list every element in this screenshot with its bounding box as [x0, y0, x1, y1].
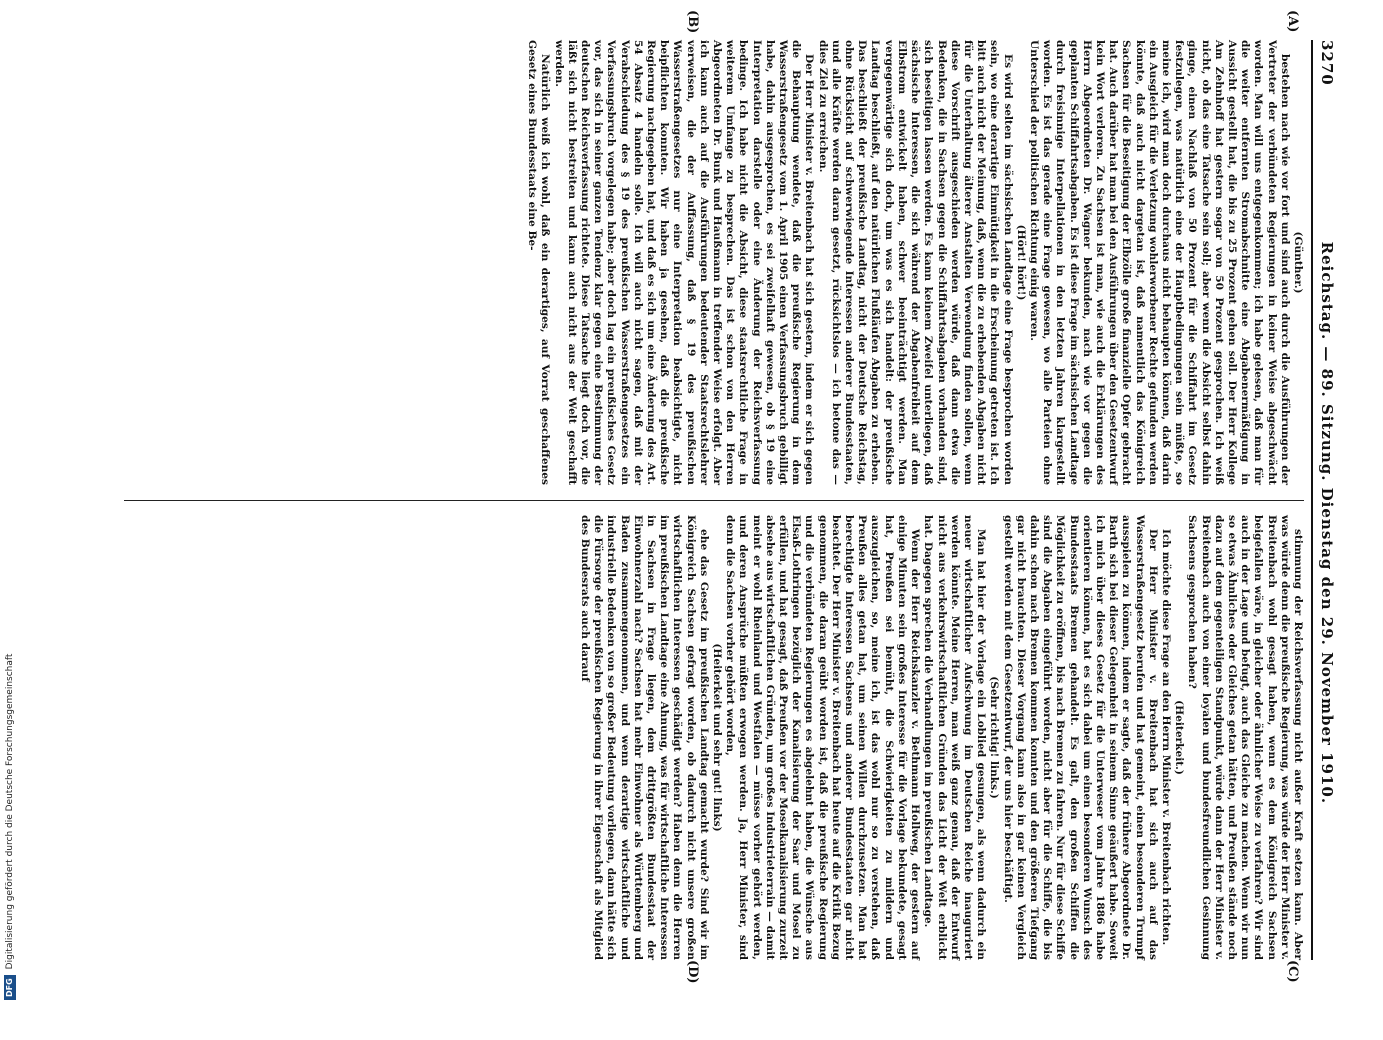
- interjection: (Sehr richtig! links.): [988, 676, 1001, 799]
- paragraph: Natürlich weiß ich wohl, daß ein derartiges, auf Vorrat geschaffenes Gesetz eines Bundesstaats eine Be-: [526, 40, 552, 485]
- paragraph: bestehen nach wie vor fort und sind auch durch die Ausführungen der Vertreter der verbündeten Regierungen in keiner Weise abgeschwächt worden. Man will uns entgegenkommen; ich habe gelesen, daß man für die weiter entfernten Stromabschnitte eine Abgabenermäßigung in Aussicht gestellt hat, die bis zu 25 Prozent gehen soll. Der Herr Kollege Am Zehnhoff hat gestern sogar von 50 Prozent gesprochen. Ich weiß nicht, ob das eine Tatsache sein soll; aber wenn die Absicht selbst dahin ginge, einen Nachlaß von 50 Prozent für die Schiffahrt im Gesetz festzulegen, was natürlich eine der Hauptbedingungen sein müßte, so meine ich, wird man doch durchaus nicht behaupten können, daß darin ein Ausgleich für die Verletzung wohlerworbener Rechte gefunden werden könnte, daß auch nicht dargetan ist, daß namentlich das Königreich Sachsen für die Beseitigung der Elbzölle große finanzielle Opfer gebracht hat. Auch darüber hat man bei den Ausführungen über den Gesetzentwurf kein Wort verloren. Zu Sachsen ist man, wie auch die Erklärungen des Herrn Abgeordneten Dr. Wagner bekunden, nach wie vor gegen die geplanten Schiffahrtsabgaben. Es ist diese Frage im sächsischen Landtage durch freisinnige Interpellationen in den letzten Jahren klargestellt worden. Es ist das gerade eine Frage gewesen, wo alle Parteien ohne Unterschied der politischen Richtung einig waren.: [1027, 40, 1291, 485]
- interjection: (Hört! hört!): [1014, 224, 1027, 301]
- dfg-logo: DFG: [4, 975, 16, 1000]
- page-number: 3270: [1318, 40, 1336, 86]
- digitization-text: Digitalisierung gefördert durch die Deutsche Forschungsgemeinschaft: [5, 653, 15, 970]
- page-header: [1314, 40, 1340, 960]
- interjection: (Heiterkeit.): [1173, 700, 1186, 775]
- digitization-note: [2, 0, 18, 1000]
- margin-letter-b: (B): [685, 10, 700, 34]
- paragraph: Man hat hier der Vorlage ein Loblied gesungen, als wenn dadurch ein neuer wirtschaftlicher Aufschwung im Deutschen Reiche inauguriert werden könnte. Meine Herren, man weiß ganz genau, daß der Entwurf nicht aus verkehrswirtschaftlichen Gründen das Licht der Welt erblickt hat. Dagegen sprechen die Verhandlungen im preußischen Landtage.: [922, 515, 988, 960]
- column-divider: [124, 500, 1304, 501]
- margin-letter-a: (A): [1285, 10, 1300, 33]
- header-rule: [1311, 40, 1313, 960]
- left-column: [525, 40, 1304, 485]
- page-title: Reichstag. — 89. Sitzung. Dienstag den 29. November 1910.: [1318, 241, 1336, 805]
- paragraph: Der Herr Minister v. Breitenbach hat sich auch auf das Wasserstraßengesetz berufen und hat gemeint, einen besonderen Trumpf ausspielen zu können, indem er sagte, daß der frühere Abgeordnete Dr. Barth sich bei dieser Gelegenheit in seinem Sinne geäußert habe. Soweit ich mich über dieses Gesetz für die Unterweser vom Jahre 1886 habe orientieren können, hat es sich dabei um einen besonderen Wunsch des Bundesstaats Bremen gehandelt. Es galt, den großen Schiffen die Möglichkeit zu eröffnen, bis nach Bremen zu fahren. Nur für diese Schiffe sind die Abgaben eingeführt worden, nicht aber für die Schiffe, die bis dahin schon nach Bremen kommen konnten und den größeren Tiefgang gar nicht brauchten. Dieser Vorgang kann also in gar keinen Vergleich gestellt werden mit dem Gesetzentwurf, der uns hier beschäftigt.: [1001, 515, 1159, 960]
- rotated-document-page: [40, 10, 1340, 1040]
- interjection: (Heiterkeit und sehr gut! links): [711, 643, 724, 832]
- paragraph: Ich möchte diese Frage an den Herrn Minister v. Breitenbach richten.: [1159, 529, 1172, 946]
- paragraph: Es wird selten im sächsischen Landtage eine Frage besprochen worden sein, wo eine derartige Einmütigkeit in die Erscheinung getreten ist. Ich bitt auch nicht der Meinung, daß, wenn die zu erhebenden Abgaben nicht für die Unterhaltung älterer Anstalten Verwendung finden sollen, wenn diese Vorschrift ausgeschieden werden würde, daß dann etwa die Bedenken, die in Sachsen gegen die Schiffahrtsabgaben vorhanden sind, sich beseitigen lassen werden. Es kann keinem Zweifel unterliegen, daß sächsische Interessen, die sich während der Abgabenfreiheit auf dem Elbstrom entwickelt haben, schwer beeinträchtigt werden. Man vergegenwärtige sich doch, um was es sich handelt: der preußische Landtag beschließt, auf den natürlichen Flußläufen Abgaben zu erheben. Das beschließt der preußische Landtag, nicht der Deutsche Reichstag, ohne Rücksicht auf schwerwiegende Interessen anderer Bundesstaaten, und alle Kräfte werden daran gesetzt, rücksichtslos — ich betone das — dies Ziel zu erreichen.: [816, 40, 1014, 485]
- paragraph: Der Herr Minister v. Breitenbach hat sich gestern, indem er sich gegen die Behauptung wendete, daß die preußische Regierung in dem Wasserstraßengesetz vom 1. April 1905 einen Verfassungsbruch gebilligt habe, dahin ausgesprochen, es sei zweifelhaft gewesen, ob § 19 eine Interpretation darstelle oder eine Änderung der Reichsverfassung bedinge. Ich habe nicht die Absicht, diese staatsrechtliche Frage in weiterem Umfange zu besprechen. Das ist schon von den Herren Abgeordneten Dr. Bunk und Haußmann in treffender Weise erfolgt. Aber ich kann auch auf die Ausführungen bedeutender Staatsrechtslehrer verweisen, die der Auffassung, daß § 19 des preußischen Wasserstraßengesetzes nur eine Interpretation beabsichtigte, nicht beipflichten konnten. Wir haben ja gesehen, daß die preußische Regierung nachgegeben hat, und daß es sich um eine Änderung des Art. 54 Absatz 4 handeln solle. Ich will auch nicht sagen, daß mit der Verabschiedung des § 19 des preußischen Wasserstraßengesetzes ein Verfassungsbruch vorgelegen habe; aber doch lag ein preußisches Gesetz vor, das sich in seiner ganzen Tendenz klar gegen eine Bestimmung der deutschen Reichsverfassung richtete. Diese Tatsache liegt doch vor, die läßt sich nicht bestreiten und kann auch nicht aus der Welt geschafft werden.: [552, 40, 816, 485]
- paragraph: stimmung der Reichsverfassung nicht außer Kraft setzen kann. Aber was würde denn die preußische Regierung, was würde der Herr Minister v. Breitenbach wohl gesagt haben, wenn es dem Königreich Sachsen beigefallen wäre, in gleicher oder ähnlicher Weise zu verfahren? Wir sind auch in der Lage und befugt, auch das Gleiche zu machen. Wenn wir nun so etwas Ähnliches oder Gleiches getan hätten, und Preußen stände noch dazu auf dem gegenteiligen Standpunkt, würde dann der Herr Minister v. Breitenbach auch von einer loyalen und bundesfreundlichen Gesinnung Sachsens gesprochen haben?: [1186, 515, 1304, 960]
- paragraph: Wenn der Herr Reichskanzler v. Bethmann Hollweg, der gestern auf einige Minuten sein großes Interesse für die Vorlage bekundete, gesagt hat, Preußen sei bemüht, die Schwierigkeiten zu mildern und auszugleichen, so, meine ich, ist das wohl nur so zu verstehen, daß Preußen alles getan hat, um seinen Willen durchzusetzen. Man hat berechtigte Interessen Sachsens und anderer Bundesstaaten gar nicht beachtet. Der Herr Minister v. Breitenbach hat heute auf die Kritik Bezug genommen, die daran geübt worden ist, daß die preußische Regierung und die verbündeten Regierungen es abgelehnt haben, die Wünsche aus Elsaß-Lothringen bezüglich der Kanalisierung der Saar und Mosel zu erfüllen, und hat gesagt, daß Preußen vor der Moselkanalisierung zurzeit absehe aus wirtschaftlichen Gründen, um großes Industrieterrain — damit meint er wohl Rheinland und Westfalen — müsse vorher gehört werden, und deren Ansprüche müßten erwogen werden. Ja, Herr Minister, sind denn die Sachsen vorher gehört worden,: [724, 515, 922, 960]
- margin-letter-c: (C): [1285, 960, 1300, 983]
- right-column: [578, 515, 1304, 960]
- paragraph: ehe das Gesetz im preußischen Landtag gemacht wurde? Sind wir im Königreich Sachsen gefragt worden, ob dadurch nicht unsere großen wirtschaftlichen Interessen geschädigt werden? Haben denn die Herren im preußischen Landtage eine Ahnung, was für wirtschaftliche Interessen in Sachsen in Frage liegen, dem drittgrößten Bundesstaat der Einwohnerzahl nach? Sachsen hat mehr Einwohner als Württemberg und Baden zusammengenommen, und wenn derartige wirtschaftliche und industrielle Bedenken von so großer Bedeutung vorliegen, dann hätte sich die Fürsorge der preußischen Regierung in ihrer Eigenschaft als Mitglied des Bundesrats auch darauf: [579, 515, 710, 961]
- margin-letter-d: (D): [685, 960, 700, 984]
- speaker-label: (Günther.): [1292, 231, 1304, 294]
